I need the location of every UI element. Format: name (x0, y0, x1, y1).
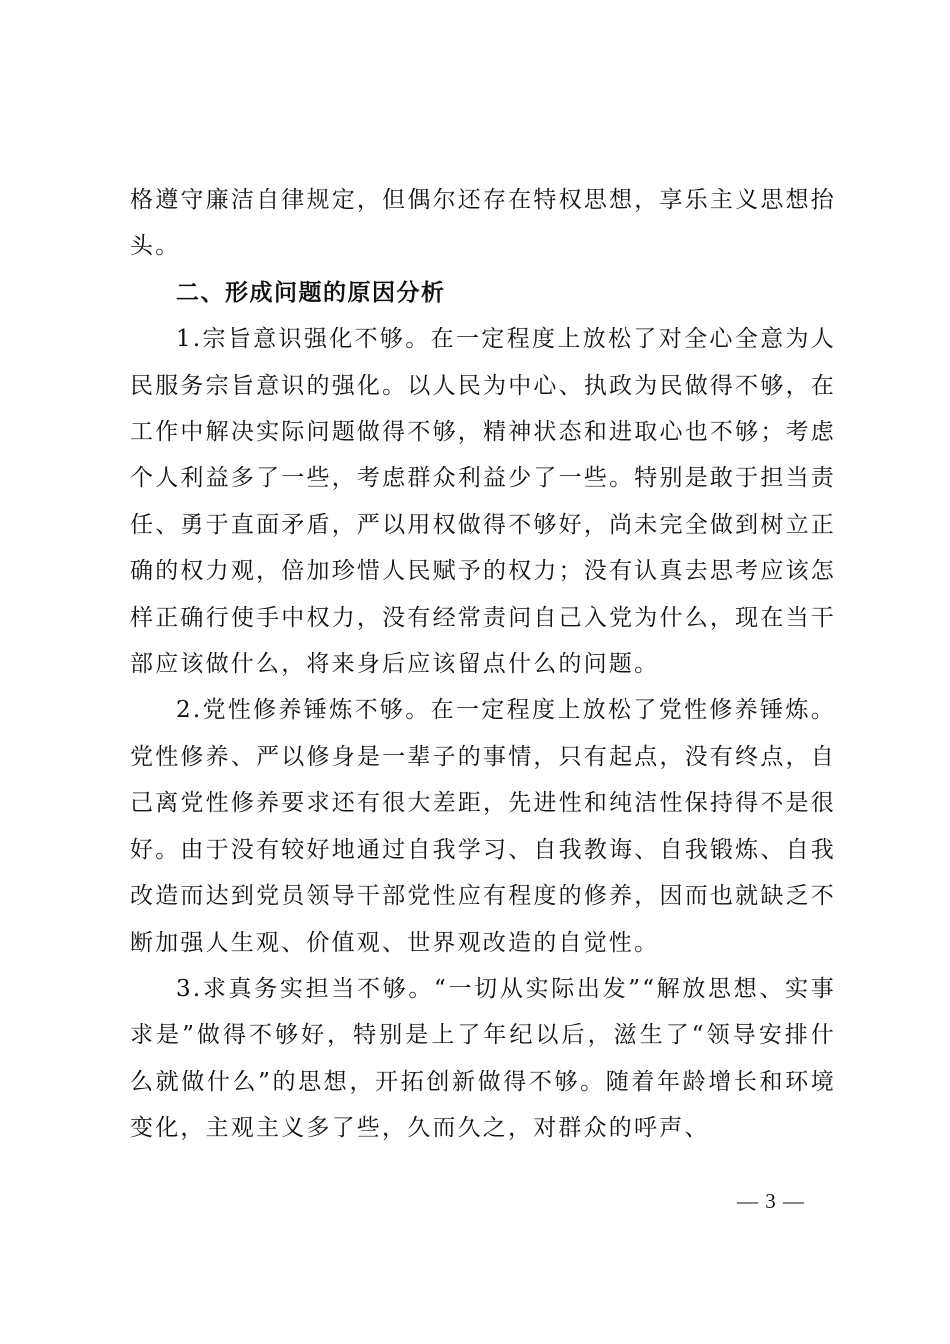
paragraph-2 (130, 687, 836, 965)
paragraph-3-body: “一切从实际出发”“解放思想、实事求是”做得不够好，特别是上了年纪以后，滋生了“领导安排什么就做什么”的思想，开拓创新做得不够。随着年龄增长和环境变化，主观主义多了些，久而久之，对群众的呼声、 (130, 975, 836, 1142)
document-body (130, 177, 836, 1152)
continuation-paragraph: 格遵守廉洁自律规定，但偶尔还存在特权思想，享乐主义思想抬头。 (130, 187, 836, 260)
section-heading: 二、形成问题的原因分析 (176, 279, 446, 306)
paragraph-3-lead: 3.求真务实担当不够。 (176, 975, 435, 1002)
paragraph-1 (130, 316, 836, 687)
paragraph-1-lead: 1.宗旨意识强化不够。 (176, 326, 431, 353)
paragraph-2-lead: 2.党性修养锤炼不够。 (176, 697, 431, 724)
paragraph-1-body: 在一定程度上放松了对全心全意为人民服务宗旨意识的强化。以人民为中心、执政为民做得不够，在工作中解决实际问题做得不够，精神状态和进取心也不够；考虑个人利益多了一些，考虑群众利益少了一些。特别是敢于担当责任、勇于直面矛盾，严以用权做得不够好，尚未完全做到树立正确的权力观，倍加珍惜人民赋予的权力；没有认真去思考应该怎样正确行使手中权力，没有经常责问自己入党为什么，现在当干部应该做什么，将来身后应该留点什么的问题。 (130, 326, 836, 678)
paragraph-3 (130, 966, 836, 1152)
page-number: — 3 — (737, 1189, 805, 1213)
paragraph-2-body: 在一定程度上放松了党性修养锤炼。党性修养、严以修身是一辈子的事情，只有起点，没有终点，自己离党性修养要求还有很大差距，先进性和纯洁性保持得不是很好。由于没有较好地通过自我学习、自我教诲、自我锻炼、自我改造而达到党员领导干部党性应有程度的修养，因而也就缺乏不断加强人生观、价值观、世界观改造的自觉性。 (130, 697, 836, 956)
